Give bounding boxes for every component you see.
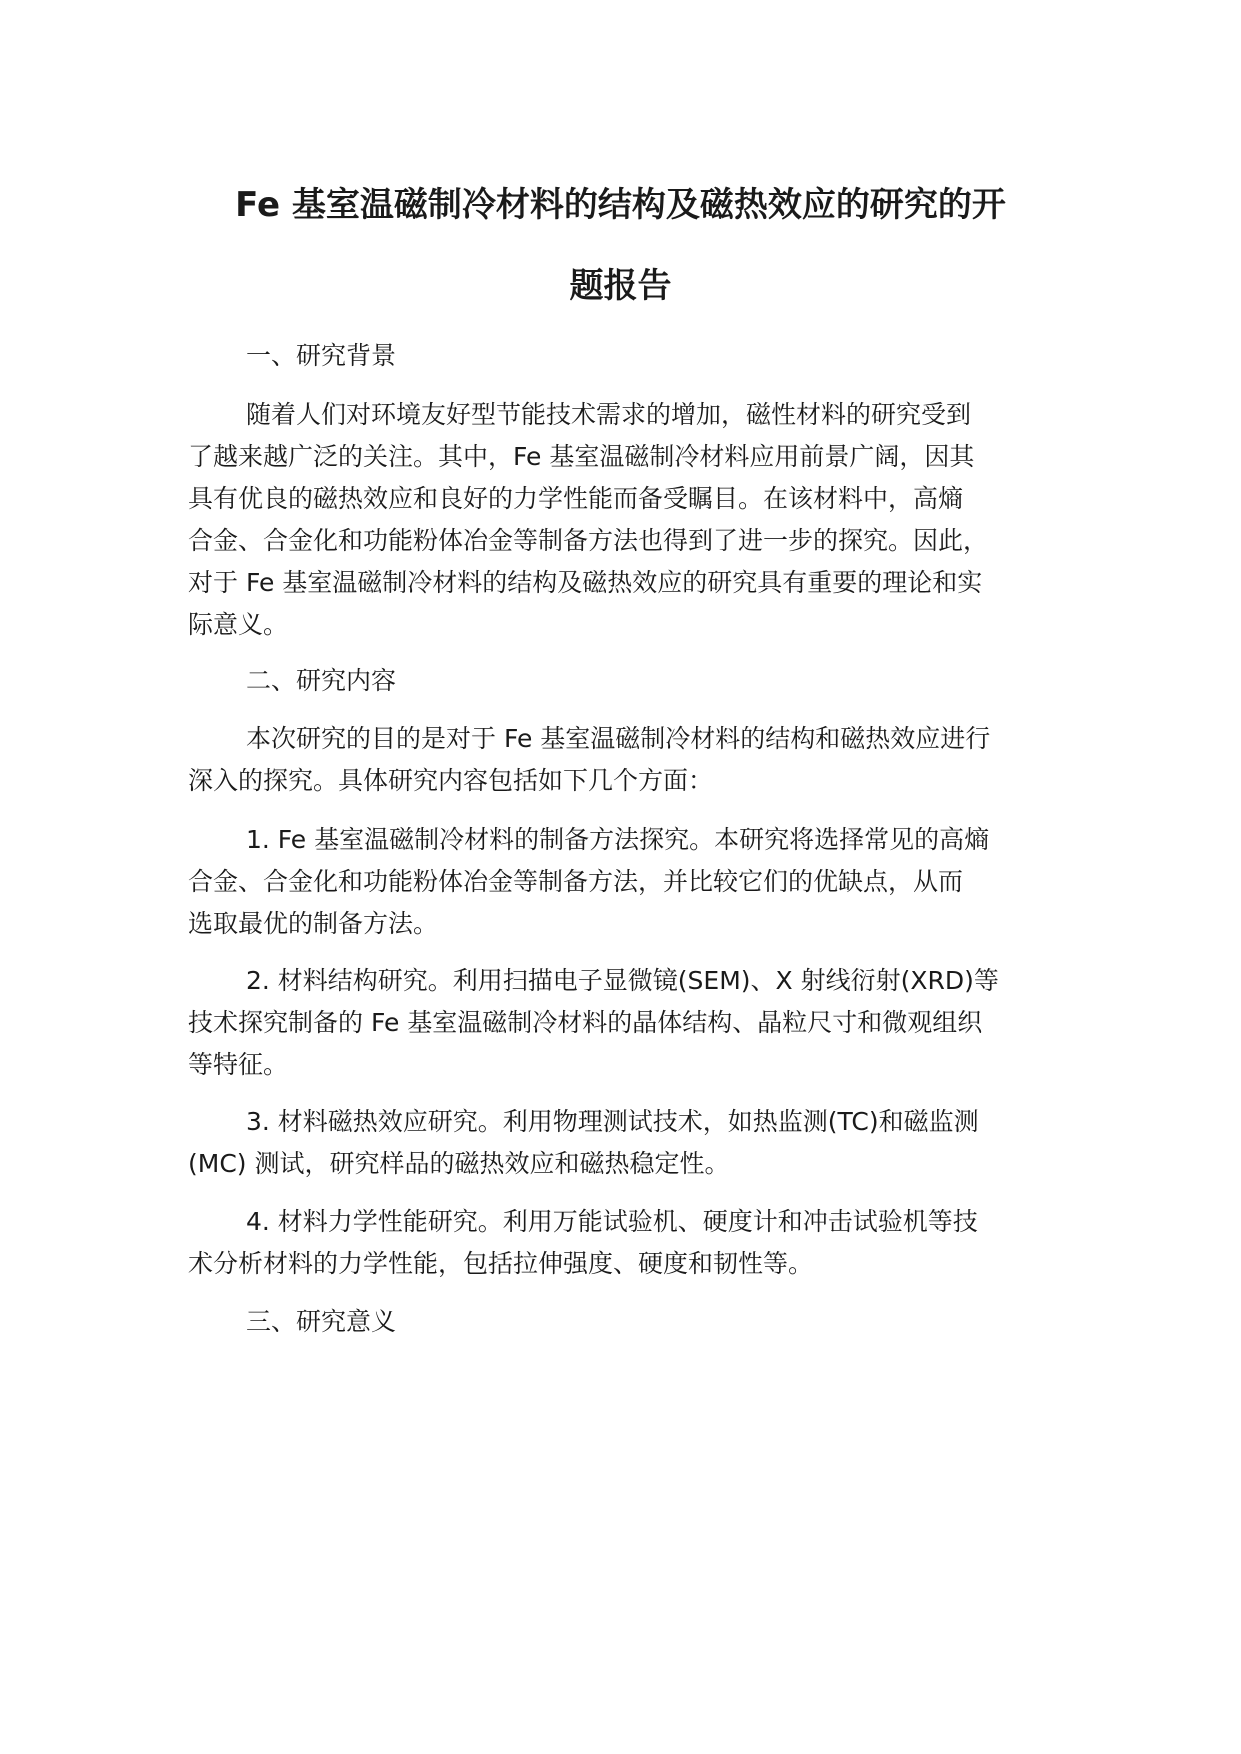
paragraph-line: 具有优良的磁热效应和良好的力学性能而备受瞩目。在该材料中，高熵 [188,484,964,513]
paragraph-content-intro [188,716,1088,804]
section-heading-content: 二、研究内容 [246,666,397,695]
paragraph-line: 了越来越广泛的关注。其中，Fe 基室温磁制冷材料应用前景广阔，因其 [188,442,975,471]
section-heading-background: 一、研究背景 [246,341,397,370]
paragraph-line: (MC) 测试，研究样品的磁热效应和磁热稳定性。 [188,1149,730,1178]
paragraph-line: 际意义。 [188,610,289,639]
section-heading-significance: 三、研究意义 [246,1307,397,1336]
paragraph-line: 选取最优的制备方法。 [188,909,439,938]
document-title-line-1: Fe 基室温磁制冷材料的结构及磁热效应的研究的开 [235,185,1006,225]
paragraph-line: 4. 材料力学性能研究。利用万能试验机、硬度计和冲击试验机等技 [246,1207,978,1236]
paragraph-line: 对于 Fe 基室温磁制冷材料的结构及磁热效应的研究具有重要的理论和实 [188,568,983,597]
list-item-2 [188,958,1088,1088]
paragraph-line: 3. 材料磁热效应研究。利用物理测试技术，如热监测(TC)和磁监测 [246,1107,979,1136]
paragraph-line: 合金、合金化和功能粉体冶金等制备方法也得到了进一步的探究。因此， [188,526,989,555]
paragraph-line: 2. 材料结构研究。利用扫描电子显微镜(SEM)、X 射线衍射(XRD)等 [246,966,999,995]
paragraph-line: 深入的探究。具体研究内容包括如下几个方面： [188,766,714,795]
list-item-4 [188,1199,1088,1287]
paragraph-line: 等特征。 [188,1050,289,1079]
paragraph-line: 随着人们对环境友好型节能技术需求的增加，磁性材料的研究受到 [246,400,972,429]
paragraph-background [188,392,1088,648]
list-item-3 [188,1099,1088,1187]
paragraph-line: 技术探究制备的 Fe 基室温磁制冷材料的晶体结构、晶粒尺寸和微观组织 [188,1008,983,1037]
paragraph-line: 术分析材料的力学性能，包括拉伸强度、硬度和韧性等。 [188,1249,814,1278]
paragraph-line: 本次研究的目的是对于 Fe 基室温磁制冷材料的结构和磁热效应进行 [246,724,991,753]
paragraph-line: 1. Fe 基室温磁制冷材料的制备方法探究。本研究将选择常见的高熵 [246,825,990,854]
document-title-line-2: 题报告 [569,266,672,306]
list-item-1 [188,817,1088,947]
paragraph-line: 合金、合金化和功能粉体冶金等制备方法，并比较它们的优缺点，从而 [188,867,964,896]
